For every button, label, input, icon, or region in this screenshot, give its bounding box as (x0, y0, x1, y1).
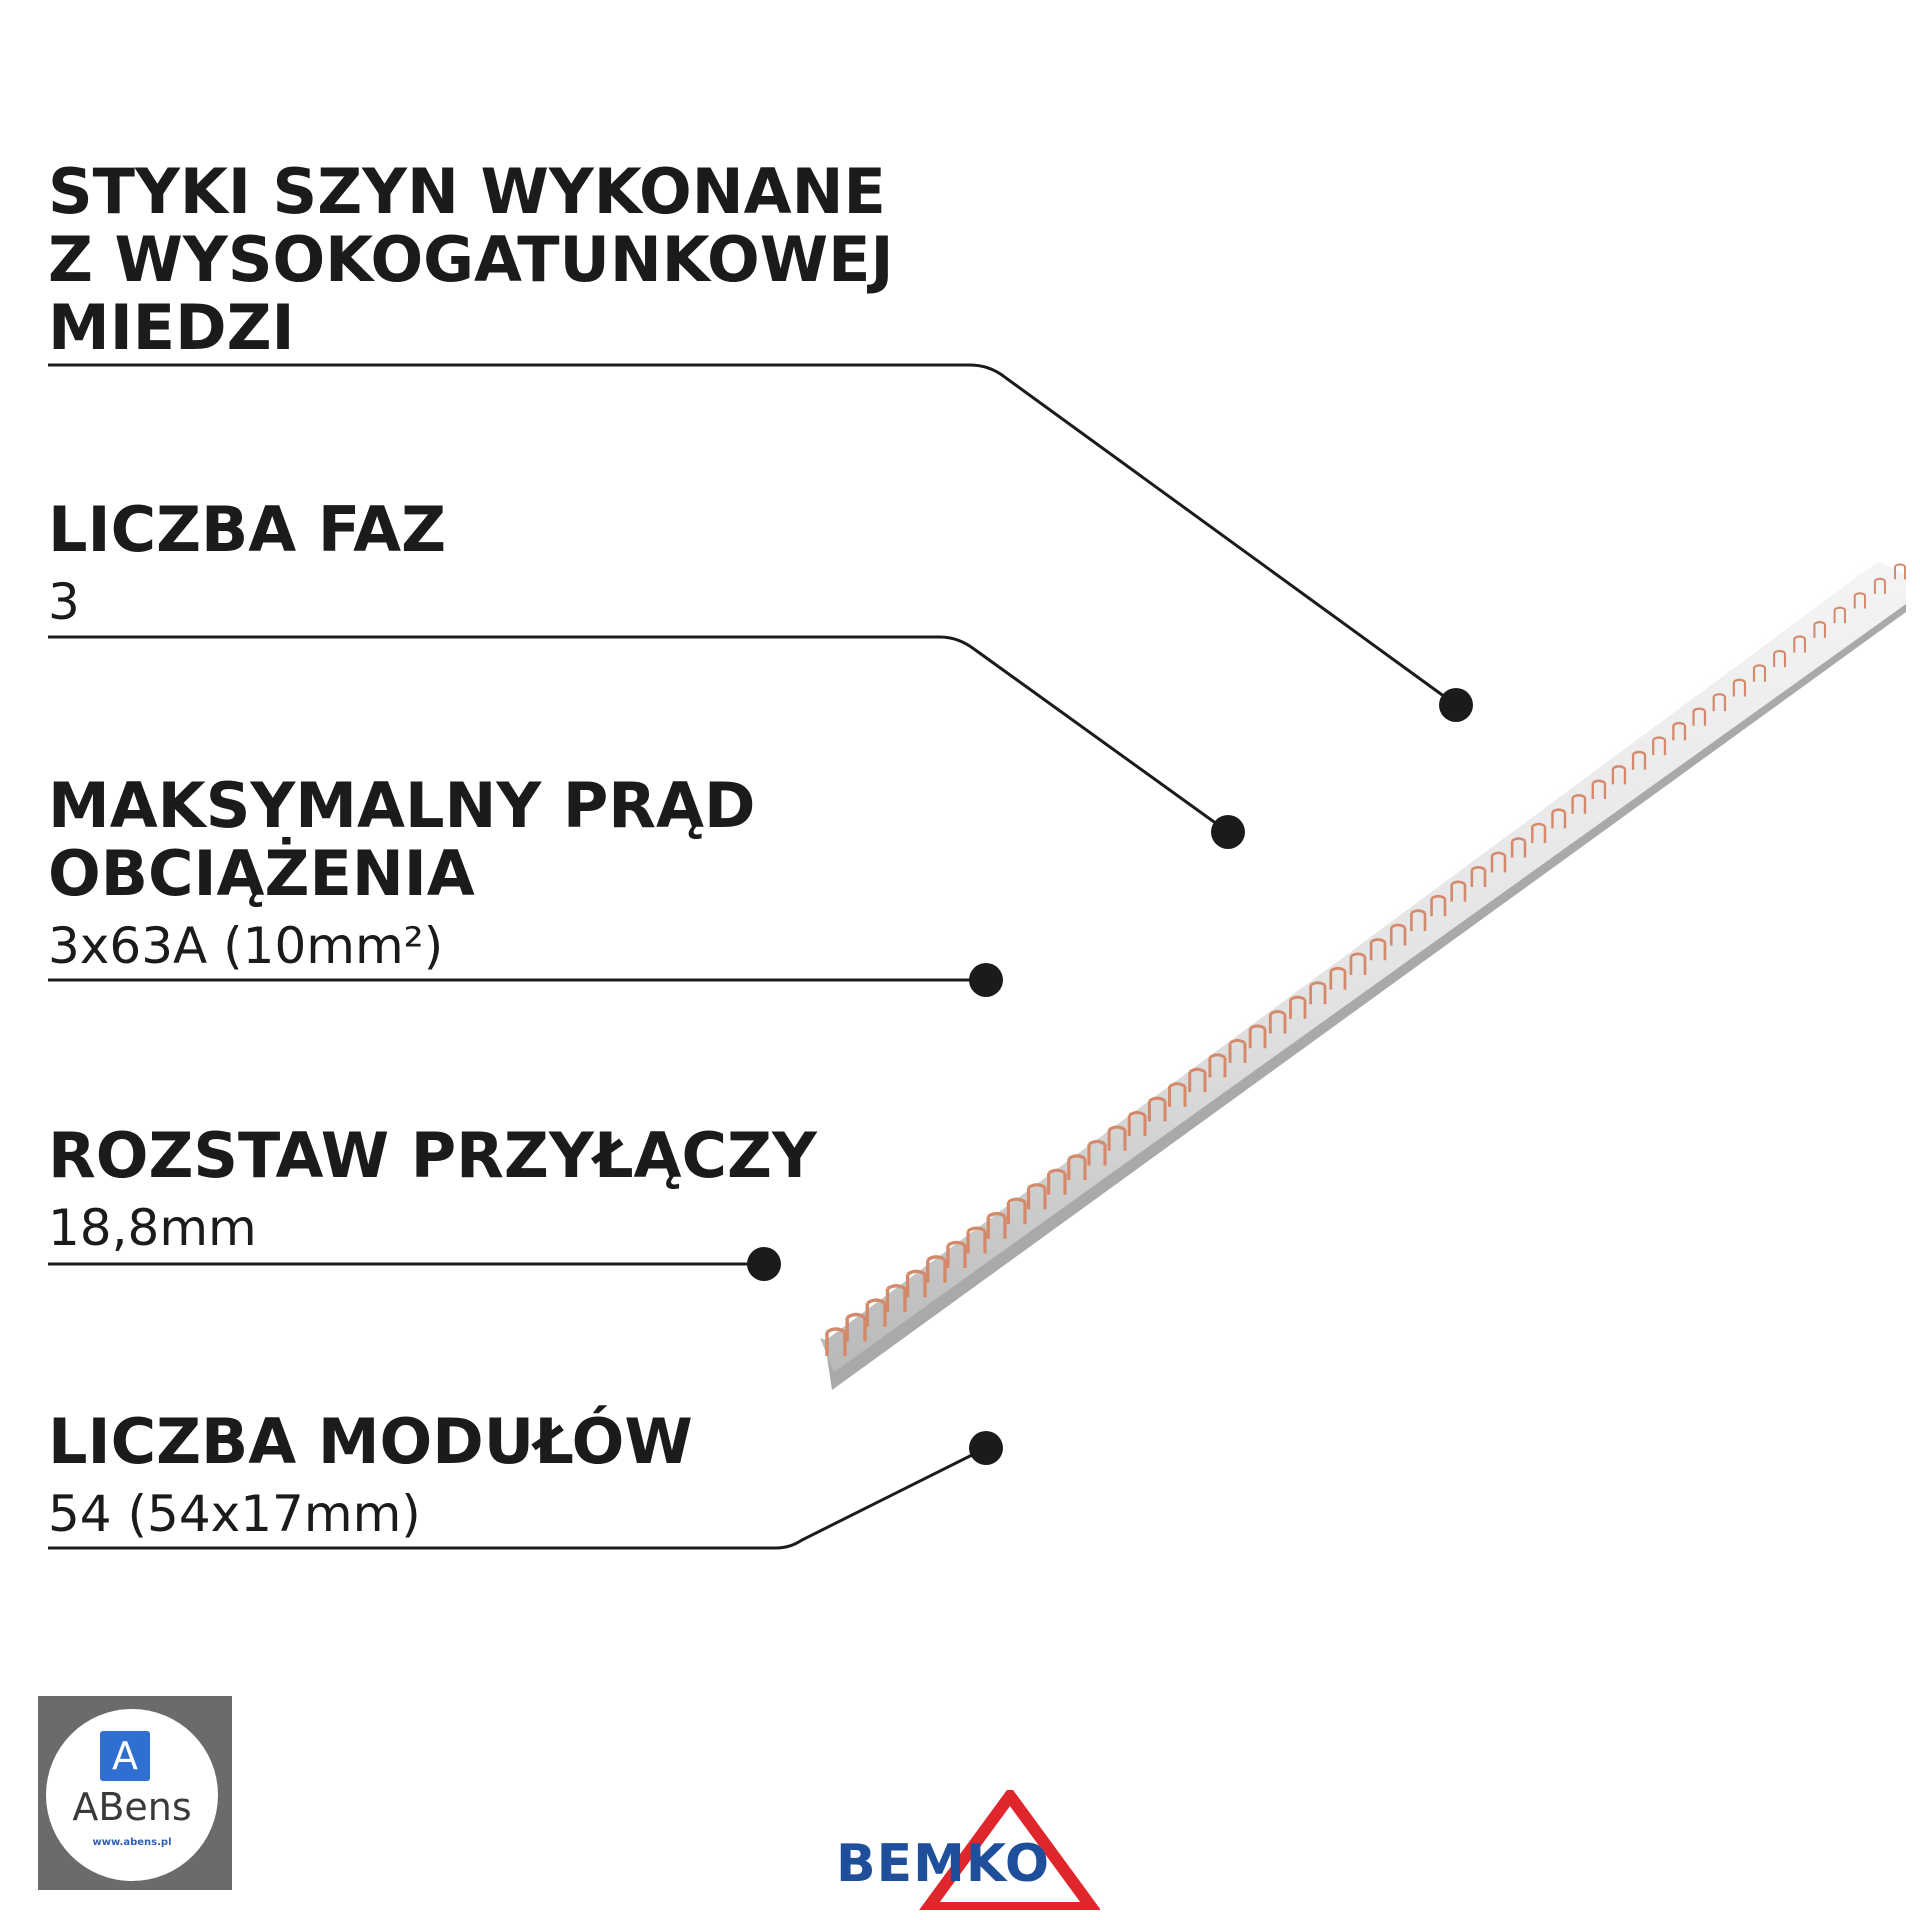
spec-value-modules: 54 (54x17mm) (48, 1485, 421, 1543)
leader-dot-contacts (1439, 688, 1473, 722)
leader-dot-max-current (969, 963, 1003, 997)
bemko-logo (830, 1790, 1100, 1910)
leader-line-contacts (48, 365, 1456, 705)
spec-heading-line: LICZBA FAZ (48, 493, 447, 566)
abens-logo-circle (46, 1709, 218, 1881)
abens-logo-url: www.abens.pl (92, 1837, 172, 1848)
spec-heading-line: OBCIĄŻENIA (48, 837, 475, 910)
leader-line-phases (48, 637, 1228, 832)
abens-mark-icon: A (100, 1731, 150, 1781)
abens-logo-name: ABens (72, 1785, 192, 1829)
leader-dot-modules (969, 1431, 1003, 1465)
abens-logo (38, 1696, 232, 1890)
spec-value-spacing: 18,8mm (48, 1199, 257, 1257)
spec-heading-line: ROZSTAW PRZYŁĄCZY (48, 1119, 817, 1192)
spec-value-max-current: 3x63A (10mm²) (48, 917, 444, 975)
leader-dot-spacing (747, 1247, 781, 1281)
leader-dot-phases (1211, 815, 1245, 849)
spec-heading-line: LICZBA MODUŁÓW (48, 1405, 693, 1478)
spec-heading-line: Z WYSOKOGATUNKOWEJ (48, 223, 894, 296)
spec-heading-line: MIEDZI (48, 291, 295, 364)
leader-line-modules (48, 1448, 986, 1548)
spec-heading-line: MAKSYMALNY PRĄD (48, 769, 756, 842)
spec-value-phases: 3 (48, 573, 80, 631)
spec-heading-line: STYKI SZYN WYKONANE (48, 155, 886, 228)
bemko-logo-name: BEMKO (836, 1834, 1051, 1894)
